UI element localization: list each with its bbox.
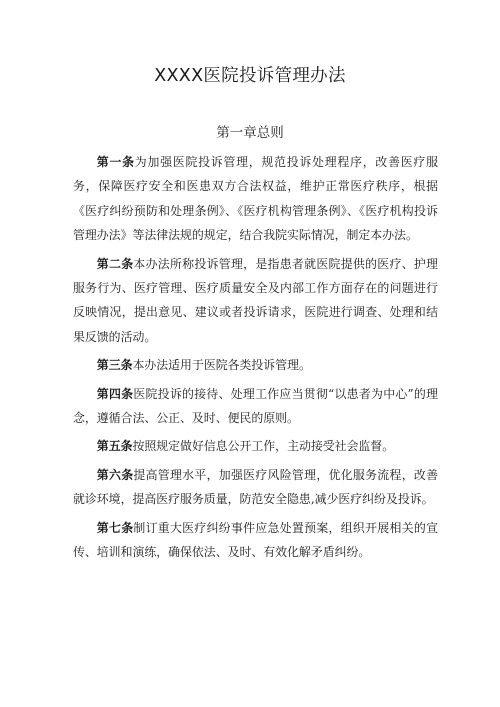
article-1 (73, 150, 438, 248)
document-body (73, 150, 438, 569)
article-4 (73, 382, 438, 431)
article-text: 医院投诉的接待、处理工作应当贯彻“以患者为中心”的理念，遵循合法、公正、及时、便民的原则。 (73, 386, 438, 426)
article-5 (73, 434, 438, 458)
article-6 (73, 463, 438, 512)
article-text: 按照规定做好信息公开工作，主动接受社会监督。 (132, 439, 395, 454)
article-label: 第六条 (96, 467, 134, 482)
article-text: 为加强医院投诉管理，规范投诉处理程序，改善医疗服务，保障医疗安全和医患双方合法权益，维护正常医疗秩序，根据《医疗纠纷预防和处理条例》、《医疗机构管理条例》、《医疗机构投诉管理办法》等法律法规的规定，结合我院实际情况，制定本办法。 (73, 155, 438, 243)
article-label: 第一条 (96, 155, 135, 169)
article-label: 第二条 (96, 256, 134, 271)
article-text: 本办法所称投诉管理，是指患者就医院提供的医疗、护理服务行为、医疗管理、医疗质量安全及内部工作方面存在的问题进行反映情况，提出意见、建议或者投诉请求，医院进行调查、处理和结果反馈的活动。 (73, 256, 438, 344)
article-text: 制订重大医疗纠纷事件应急处置预案，组织开展相关的宣传、培训和演练，确保依法、及时、有效化解矛盾纠纷。 (73, 520, 438, 560)
article-label: 第三条 (96, 358, 133, 373)
article-text: 本办法适用于医院各类投诉管理。 (132, 358, 311, 373)
article-label: 第七条 (96, 520, 134, 535)
article-text: 提高管理水平，加强医疗风险管理，优化服务流程，改善就诊环境，提高医疗服务质量，防范安全隐患,减少医疗纠纷及投诉。 (73, 467, 438, 507)
article-3 (73, 353, 438, 377)
document-title: XXXX医院投诉管理办法 (154, 66, 346, 86)
article-label: 第四条 (96, 386, 134, 401)
article-2 (73, 252, 438, 350)
article-label: 第五条 (96, 439, 133, 454)
article-7 (73, 516, 438, 565)
chapter-title: 第一章总则 (216, 125, 284, 141)
